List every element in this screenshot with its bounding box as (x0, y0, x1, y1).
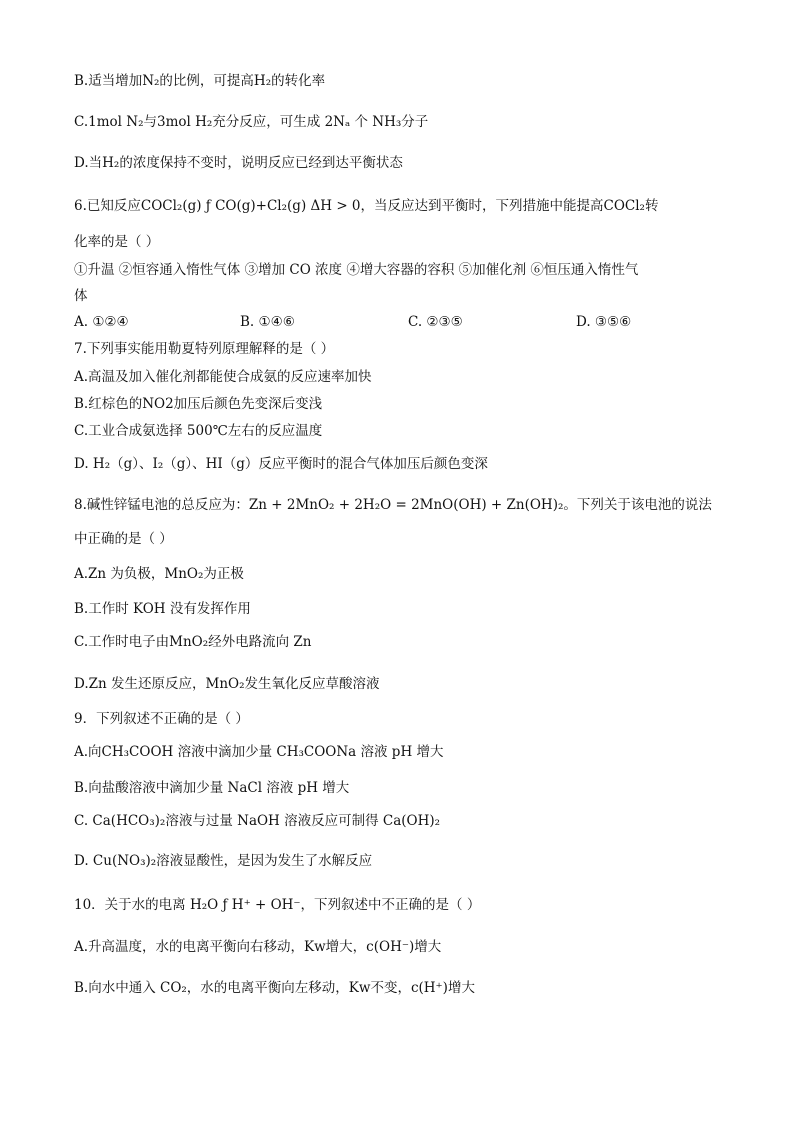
q8-option-c: C.工作时电子由MnO₂经外电路流向 Zn (74, 634, 312, 650)
q7-option-a: A.高温及加入催化剂都能使合成氨的反应速率加快 (74, 369, 372, 385)
q8-option-b: B.工作时 KOH 没有发挥作用 (74, 601, 251, 617)
q10-stem: 10．关于水的电离 H₂O ƒ H⁺ + OH⁻，下列叙述中不正确的是（ ） (74, 897, 481, 913)
q5-option-d: D.当H₂的浓度保持不变时，说明反应已经到达平衡状态 (74, 155, 403, 171)
q10-option-b: B.向水中通入 CO₂，水的电离平衡向左移动，Kw不变，c(H⁺)增大 (74, 980, 475, 996)
q6-measures-line1: ①升温 ②恒容通入惰性气体 ③增加 CO 浓度 ④增大容器的容积 ⑤加催化剂 ⑥恒压通入惰性气 (74, 262, 639, 278)
q8-stem-line2: 中正确的是（ ） (74, 531, 173, 547)
q5-option-b: B.适当增加N₂的比例，可提高H₂的转化率 (74, 73, 326, 89)
q9-stem: 9．下列叙述不正确的是（ ） (74, 711, 249, 727)
q5-option-c: C.1mol N₂与3mol H₂充分反应，可生成 2Nₐ 个 NH₃分子 (74, 114, 429, 130)
q8-option-d: D.Zn 发生还原反应，MnO₂发生氧化反应草酸溶液 (74, 676, 380, 692)
q9-option-a: A.向CH₃COOH 溶液中滴加少量 CH₃COONa 溶液 pH 增大 (74, 744, 444, 760)
q6-option-c: C. ②③⑤ (408, 314, 463, 330)
q7-option-b: B.红棕色的NO2加压后颜色先变深后变浅 (74, 396, 323, 412)
q8-option-a: A.Zn 为负极，MnO₂为正极 (74, 566, 244, 582)
q7-stem: 7.下列事实能用勒夏特列原理解释的是（ ） (74, 341, 335, 357)
q7-option-c: C.工业合成氨选择 500℃左右的反应温度 (74, 423, 323, 439)
q6-stem-line2: 化率的是（ ） (74, 234, 160, 250)
q6-stem-line1: 6.已知反应COCl₂(g) ƒ CO(g)+Cl₂(g) ΔH > 0，当反应达到平衡时，下列措施中能提高COCl₂转 (74, 198, 659, 214)
q9-option-c: C. Ca(HCO₃)₂溶液与过量 NaOH 溶液反应可制得 Ca(OH)₂ (74, 813, 441, 829)
q7-option-d: D. H₂（g）、I₂（g）、HI（g）反应平衡时的混合气体加压后颜色变深 (74, 456, 488, 472)
q6-option-d: D. ③⑤⑥ (576, 314, 632, 330)
q9-option-d: D. Cu(NO₃)₂溶液显酸性，是因为发生了水解反应 (74, 853, 373, 869)
q8-stem-line1: 8.碱性锌锰电池的总反应为：Zn + 2MnO₂ + 2H₂O = 2MnO(OH) + Zn(OH)₂。下列关于该电池的说法 (74, 497, 712, 513)
q6-measures-line2: 体 (74, 288, 88, 304)
q9-option-b: B.向盐酸溶液中滴加少量 NaCl 溶液 pH 增大 (74, 780, 350, 796)
q6-option-a: A. ①②④ (74, 314, 129, 330)
q10-option-a: A.升高温度，水的电离平衡向右移动，Kw增大，c(OH⁻)增大 (74, 939, 442, 955)
q6-option-b: B. ①④⑥ (240, 314, 295, 330)
